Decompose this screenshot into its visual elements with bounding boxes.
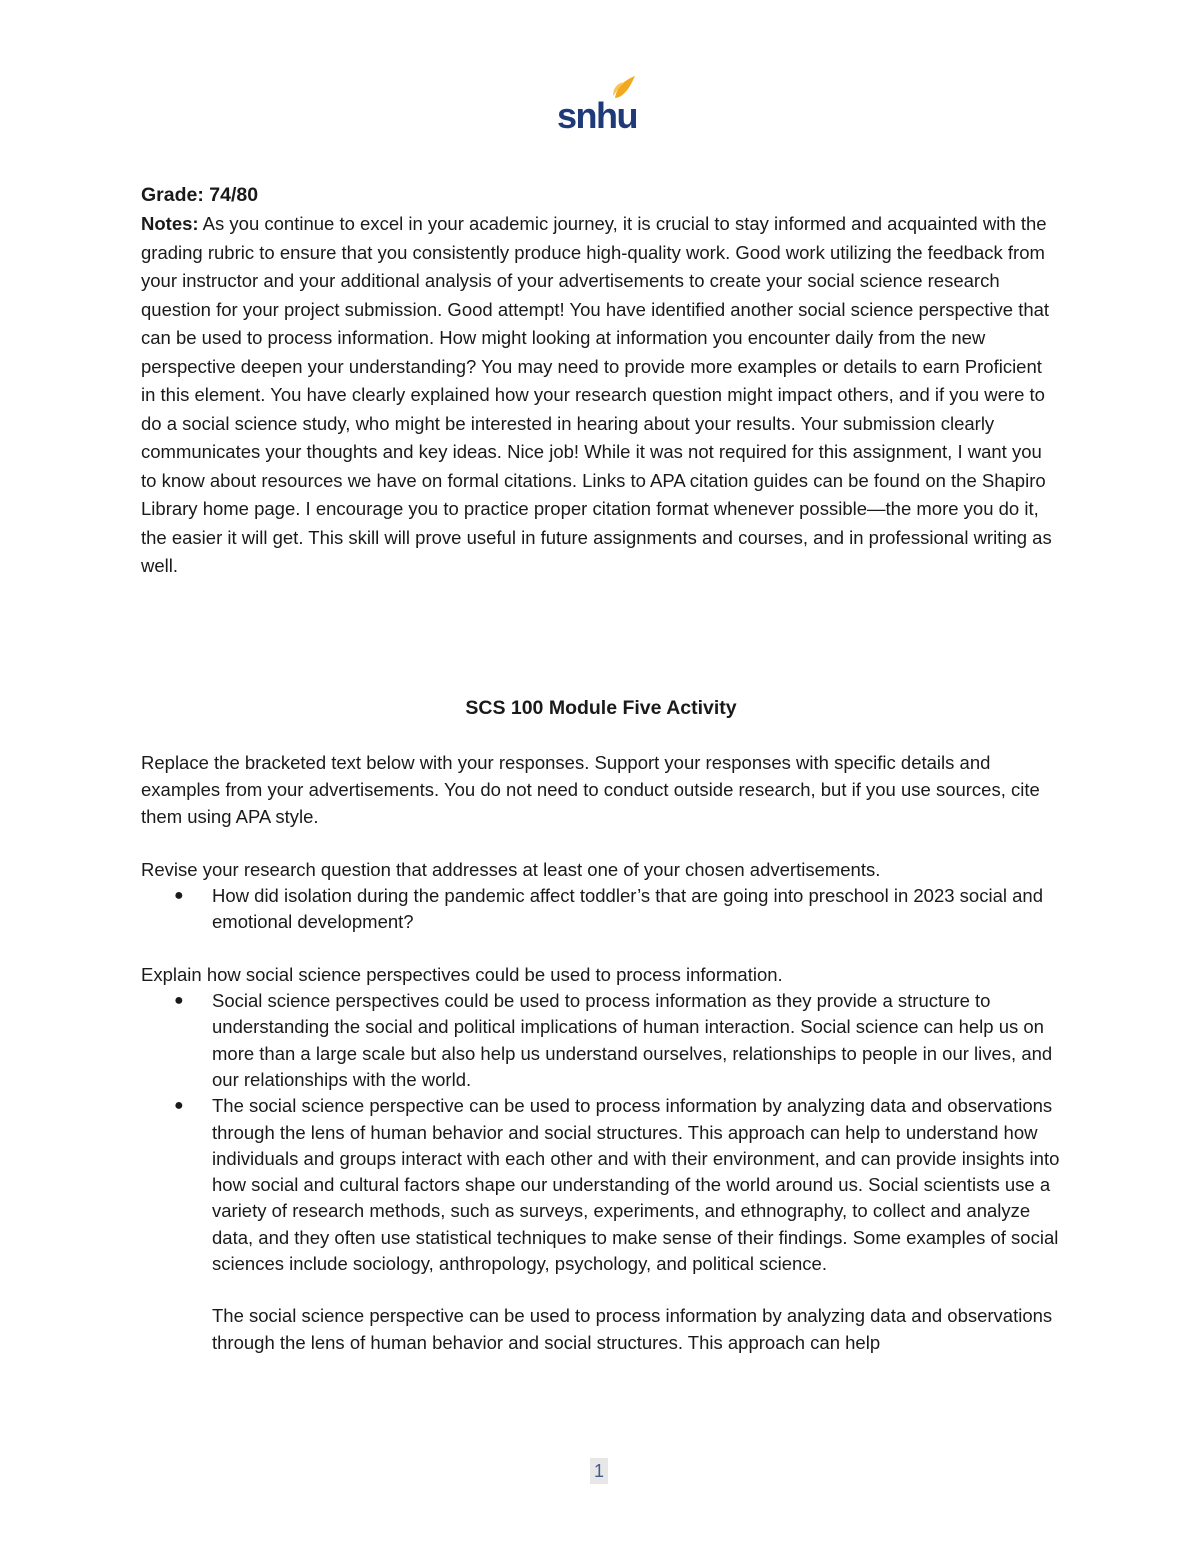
answer-text: Social science perspectives could be used to process information as they provide a structure to understanding the social and political implications of human interaction. Social science can help us on more than a large scale but also help us understand ourselves, relationships to people in our lives, and our relationships with the world. bbox=[212, 990, 1053, 1090]
prompt-research-question: Revise your research question that addresses at least one of your chosen advertisements. bbox=[141, 858, 881, 880]
answer-item bbox=[141, 988, 1061, 1093]
instructions-paragraph: Replace the bracketed text below with your responses. Support your responses with specific details and examples from your advertisements. You do not need to conduct outside research, but if you use sources, cite them using APA style. bbox=[141, 751, 1040, 827]
answer-list-perspectives bbox=[141, 988, 1061, 1277]
bullet-icon: ● bbox=[174, 886, 184, 904]
snhu-logo bbox=[555, 74, 639, 132]
bullet-icon: ● bbox=[174, 1097, 184, 1115]
answer-text: How did isolation during the pandemic affect toddler’s that are going into preschool in 2023 social and emotional development? bbox=[212, 884, 1043, 932]
prompt-social-science-perspectives: Explain how social science perspectives could be used to process information. bbox=[141, 964, 783, 986]
answer-text: The social science perspective can be used to process information by analyzing data and observations through the lens of human behavior and social structures. This approach can help to understand how individuals and groups interact with each other and with their environment, and can provide insights into how social and cultural factors shape our understanding of the world around us. Social scientists use a variety of research methods, such as surveys, experiments, and ethnography, to collect and analyze data, and they often use statistical techniques to make sense of their findings. Some examples of social sciences include sociology, anthropology, psychology, and political science. bbox=[212, 1095, 1060, 1275]
bullet-icon: ● bbox=[174, 992, 184, 1010]
answer-item bbox=[141, 883, 1061, 936]
document-title: SCS 100 Module Five Activity bbox=[465, 696, 737, 719]
document-body bbox=[141, 180, 1061, 1356]
instructor-notes bbox=[141, 210, 1061, 581]
answer-item bbox=[141, 1093, 1061, 1277]
notes-text: As you continue to excel in your academic journey, it is crucial to stay informed and acquainted with the grading rubric to ensure that you consistently produce high-quality work. Good work utilizing the feedback from your instructor and your additional analysis of your advertisements to create your social science research question for your project submission. Good attempt! You have identified another social science perspective that can be used to process information. How might looking at information you encounter daily from the new perspective deepen your understanding? You may need to provide more examples or details to earn Proficient in this element. You have clearly explained how your research question might impact others, and if you were to do a social science study, who might be interested in hearing about your results. Your submission clearly communicates your thoughts and key ideas. Nice job! While it was not required for this assignment, I want you to know about resources we have on formal citations. Links to APA citation guides can be found on the Shapiro Library home page. I encourage you to practice proper citation format whenever possible—the more you do it, the easier it will get. This skill will prove useful in future assignments and courses, and in professional writing as well. bbox=[141, 213, 1052, 576]
grade-line: Grade: 74/80 bbox=[141, 184, 259, 206]
page-number: 1 bbox=[590, 1458, 608, 1484]
continued-paragraph: The social science perspective can be used to process information by analyzing data and observations through the lens of human behavior and social structures. This approach can help bbox=[212, 1305, 1053, 1353]
svg-text:snhu: snhu bbox=[557, 95, 637, 132]
notes-label: Notes: bbox=[141, 213, 199, 234]
snhu-logo-icon bbox=[555, 74, 639, 132]
answer-list-research-question bbox=[141, 883, 1061, 936]
